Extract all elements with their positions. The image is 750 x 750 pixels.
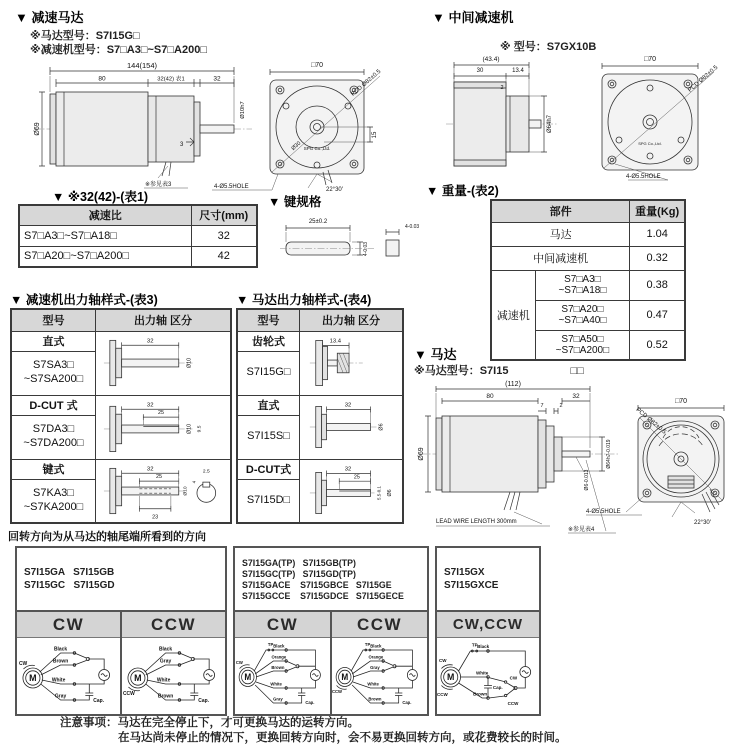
table-row (237, 459, 403, 479)
mid-reducer-side-view (446, 62, 558, 166)
column-header: 部件 (491, 200, 630, 222)
wiring-diagram-cell (235, 638, 330, 714)
wire-label: Gray (370, 664, 380, 671)
capacitor-label: Cap. (402, 699, 412, 706)
column-header: 型号 (11, 309, 96, 331)
gearhead-model-note: ※减速机型号：S7□A3□~S7□A200□ (30, 44, 207, 56)
svg-text:Ø10: Ø10 (186, 423, 193, 435)
wire-label: Orange (368, 654, 384, 660)
svg-text:5.5-0.1: 5.5-0.1 (376, 485, 382, 500)
table-row (237, 395, 403, 415)
dim-total-label: 144(154) (126, 61, 158, 70)
table-row (491, 222, 685, 246)
wiring-diagram-ccw (122, 638, 225, 714)
dim-shaft-label: 32 (213, 75, 221, 83)
dim-7-label: 7 (540, 403, 544, 409)
cell-model: S7SA3□ ~S7SA200□ (11, 351, 96, 395)
svg-text:25: 25 (156, 473, 163, 480)
mounting-holes-label: 4-Ø5.5HOLE (586, 509, 621, 515)
cell-ratio: S7□A3□~S7□A18□ (19, 225, 191, 246)
table1-title: ▼ ※32(42)-(表1) (52, 190, 149, 204)
svg-text:32: 32 (146, 466, 154, 473)
dim-total-label: (43.4) (482, 56, 500, 63)
wire-label: White (270, 681, 282, 687)
table-row (491, 246, 685, 270)
svg-text:32: 32 (146, 402, 154, 409)
cell-part: 马达 (491, 222, 630, 246)
table-row (11, 331, 231, 351)
dim-front-label: 13.4 (512, 68, 524, 74)
lead-wire-label: LEAD WIRE LENGTH 300mm (436, 519, 517, 525)
wire-label: Brown (157, 694, 174, 700)
mid-reducer-dimension-drawing (432, 52, 747, 184)
key-spec-title: ▼ 键规格 (268, 195, 322, 209)
dim-gear-label: 32(42) 表1 (157, 76, 185, 83)
cell-weight: 0.47 (630, 300, 685, 330)
wire-label: Orange (271, 654, 287, 660)
cw-header: CW (17, 612, 120, 638)
rotation-label: CW (18, 661, 28, 668)
shaft-drawing-cell (300, 331, 404, 395)
svg-text:13.4: 13.4 (329, 338, 342, 345)
wiring-diagram-ccw-tp (332, 638, 427, 714)
cell-style: D-CUT 式 (11, 395, 96, 415)
table-row (11, 395, 231, 415)
wire-label: Black (158, 647, 173, 653)
shaft-drawing-cell (300, 395, 404, 459)
dim-2-label: 2 (559, 403, 563, 409)
mid-reducer-section-title: ▼ 中间减速机 (432, 10, 514, 25)
column-header: 尺寸(mm) (191, 205, 257, 225)
key-length-label: 25±0.2 (308, 219, 328, 225)
rotation-label: CCW (122, 691, 135, 698)
dim-15-label: 15 (372, 131, 378, 139)
wire-label: Brown (473, 691, 488, 697)
motor-letter: M (134, 672, 142, 684)
cell-weight: 0.38 (630, 270, 685, 300)
ccw-header: CCW (332, 612, 427, 638)
table-row (19, 246, 257, 267)
rotation-label: CW (235, 659, 243, 666)
mounting-holes-label: 4-Ø5.5HOLE (214, 184, 249, 190)
mid-reducer-model-note: ※ 型号：S7GX10B (500, 41, 597, 53)
capacitor-label: Cap. (305, 699, 315, 706)
key-width-label: 4-0.03 (405, 224, 420, 230)
dia-shaft-label: Ø10h7 (240, 101, 246, 119)
capacitor-label: Cap. (93, 698, 104, 705)
gear-motor-dimension-drawing (18, 54, 418, 194)
rotation-label: CCW (332, 688, 343, 695)
ccw-header: CCW (122, 612, 225, 638)
key-spec-drawing (274, 210, 424, 272)
column-header: 型号 (237, 309, 300, 331)
wiring-diagram-cell (17, 638, 120, 714)
wiring-diagram-cell (122, 638, 225, 714)
wire-label: White (475, 670, 489, 676)
straight-shaft-drawing (100, 332, 226, 394)
wiring-panel-basic (15, 546, 227, 716)
cell-model: S7KA3□ ~S7KA200□ (11, 479, 96, 523)
ccw-column (122, 612, 225, 714)
see-table3-label: ※参见表3 (145, 182, 172, 188)
motor-letter: M (29, 672, 37, 684)
wiring-panel-tp (233, 546, 429, 716)
wiring-diagram-cell (332, 638, 427, 714)
wire-label: Brown (368, 696, 382, 702)
dcut-shaft-drawing (100, 396, 226, 458)
dia-boss-label: Ø64h7-0.019 (606, 439, 612, 469)
wiring-panel-reversible (435, 546, 541, 716)
column-header: 出力轴 区分 (300, 309, 404, 331)
model-list: S7I15GX S7I15GXCE (437, 548, 539, 612)
dim-key-label: 3 (180, 142, 184, 148)
svg-text:2.5: 2.5 (202, 469, 210, 475)
wiring-diagram-cw-ccw (437, 638, 539, 714)
motor-dimension-drawing (410, 374, 748, 540)
table-row (19, 225, 257, 246)
gear-motor-section-title: ▼ 减速马达 (15, 10, 84, 25)
table-header-row (491, 200, 685, 222)
shaft-drawing-cell (300, 459, 404, 523)
wiring-diagram-cw-tp (235, 638, 330, 714)
table-row (491, 270, 685, 300)
motor-letter: M (447, 671, 455, 683)
wire-label: Gray (159, 659, 172, 665)
wire-label: Black (477, 643, 490, 650)
see-table4-label: ※参见表4 (568, 527, 595, 533)
dia-shaft-label: Ø6-0.013 (584, 469, 590, 491)
cell-size: 32 (191, 225, 257, 246)
motor-model-suffix: □□ (570, 365, 584, 377)
dim-body-label: 80 (98, 75, 106, 83)
wire-label: Brown (271, 664, 285, 671)
square-dim-label: □70 (643, 56, 657, 63)
wire-label: Brown (52, 659, 69, 665)
cell-model: S7I15G□ (237, 351, 300, 395)
brand-label: SPG Co.,Ltd. (303, 146, 331, 151)
caution-notes (60, 716, 567, 746)
wire-label: Black (370, 643, 382, 649)
gearhead-shaft-table (10, 308, 232, 524)
svg-text:25: 25 (158, 410, 165, 417)
wire-label: Gray (273, 696, 283, 702)
dim-total-label: (112) (505, 381, 521, 388)
model-list: S7I15GA(TP) S7I15GB(TP) S7I15GC(TP) S7I15GD(TP) S7I15GACE S7I15GBCE S7I15GE S7I15GCCE S7I15GDCE S7I15GECE (235, 548, 427, 612)
keyed-shaft-drawing (100, 460, 226, 522)
dia-body-label: Ø69 (34, 122, 41, 136)
svg-text:4: 4 (191, 480, 197, 484)
svg-text:32: 32 (344, 466, 352, 473)
key-side-view (280, 225, 374, 255)
wire-label: White (156, 678, 171, 684)
wire-label: Black (273, 643, 285, 649)
rotation-label-cw: CW (438, 657, 447, 664)
wire-label: Gray (54, 694, 67, 700)
wiring-diagram-cell (437, 638, 539, 714)
angle-label: 22°30′ (694, 520, 711, 526)
capacitor-label: Cap. (198, 698, 209, 705)
cell-model: S7I15S□ (237, 415, 300, 459)
cw-ccw-column (437, 612, 539, 714)
rotation-label-ccw: CCW (437, 691, 448, 698)
svg-text:32: 32 (146, 338, 154, 345)
table2-title: ▼ 重量-(表2) (426, 184, 499, 198)
svg-text:Ø6: Ø6 (387, 489, 394, 497)
cell-style: 直式 (237, 395, 300, 415)
dim-step-label: 2 (500, 85, 504, 91)
svg-text:Ø6: Ø6 (378, 423, 385, 431)
switch-ccw-label: CCW (507, 700, 519, 707)
cell-ratio: S7□A20□~S7□A200□ (19, 246, 191, 267)
motor-letter: M (341, 671, 349, 683)
pinion-shaft-drawing (304, 332, 398, 394)
cell-size: 42 (191, 246, 257, 267)
dim-shaft-label: 32 (572, 393, 580, 400)
table3-title: ▼ 减速机出力轴样式-(表3) (10, 293, 158, 307)
motor-letter: M (244, 671, 252, 683)
wire-label: White (367, 681, 379, 687)
table-header-row (11, 309, 231, 331)
cw-ccw-header: CW,CCW (437, 612, 539, 638)
shaft-drawing-cell (96, 395, 232, 459)
dia-label: Ø64h7 (547, 114, 553, 134)
motor-model-note: ※马达型号：S7I15 □□ (414, 365, 584, 377)
column-header: 重量(Kg) (630, 200, 685, 222)
svg-text:Ø10: Ø10 (183, 486, 189, 496)
rotation-direction-note: 回转方向为从马达的轴尾端所看到的方向 (8, 531, 206, 543)
svg-text:25: 25 (353, 474, 360, 481)
wire-label: Black (53, 647, 68, 653)
motor-shaft-table (236, 308, 404, 524)
tp-label: TP (267, 641, 274, 648)
switch-cw-label: CW (509, 675, 518, 681)
ratio-size-table (18, 204, 258, 268)
svg-text:9.5: 9.5 (197, 425, 203, 433)
table-row (11, 459, 231, 479)
dim-body-label: 30 (476, 68, 484, 74)
cw-column (17, 612, 122, 714)
cell-weight: 0.52 (630, 330, 685, 360)
dim-body-label: 80 (486, 393, 494, 400)
dia-boss-label: Ø30 (290, 140, 303, 152)
shaft-drawing-cell (96, 459, 232, 523)
cell-style: D-CUT式 (237, 459, 300, 479)
angle-label: 22°30′ (326, 187, 343, 193)
tp-label: TP (364, 641, 371, 648)
cell-part: 中间减速机 (491, 246, 630, 270)
cell-range: S7□A20□ ~S7□A40□ (535, 300, 630, 330)
capacitor-label: Cap. (492, 684, 503, 691)
cell-weight: 0.32 (630, 246, 685, 270)
table-header-row (19, 205, 257, 225)
table-header-row (237, 309, 403, 331)
column-header: 出力轴 区分 (96, 309, 232, 331)
svg-text:Ø10: Ø10 (186, 357, 193, 369)
svg-text:23: 23 (152, 514, 159, 521)
svg-text:32: 32 (344, 402, 352, 409)
ccw-column (332, 612, 427, 714)
cell-range: S7□A50□ ~S7□A200□ (535, 330, 630, 360)
table-row (237, 331, 403, 351)
column-header: 减速比 (19, 205, 191, 225)
gear-motor-model-note: ※马达型号：S7I15G□ (30, 30, 140, 42)
key-height-label: 4-0.03 (363, 241, 369, 257)
table4-title: ▼ 马达出力轴样式-(表4) (236, 293, 372, 307)
shaft-drawing-cell (96, 331, 232, 395)
caution-line1: 注意事项：马达在完全停止下，才可更换马达的运转方向。 (60, 717, 359, 729)
pcd-label: PCD Ø82±0.5 (687, 64, 720, 94)
model-list: S7I15GA S7I15GB S7I15GC S7I15GD (17, 548, 225, 612)
motor-section-title: ▼ 马达 (414, 347, 457, 362)
cell-style: 齿轮式 (237, 331, 300, 351)
weight-table (490, 199, 686, 361)
pcd-label: PCD Ø82±0.5 (634, 406, 667, 436)
gear-motor-side-view (34, 67, 278, 190)
cell-model: S7DA3□ ~S7DA200□ (11, 415, 96, 459)
dcut-shaft-drawing (304, 460, 398, 522)
mounting-holes-label: 4-Ø5.5HOLE (626, 174, 661, 180)
straight-shaft-drawing (304, 396, 398, 458)
pcd-label: PCD Ø82±0.5 (350, 68, 383, 98)
cell-style: 直式 (11, 331, 96, 351)
tp-label: TP (471, 642, 478, 648)
key-end-view (386, 229, 399, 256)
brand-label: SPG Co.,Ltd. (638, 141, 662, 146)
square-dim-label: □70 (310, 62, 324, 69)
dia-body-label: Ø69 (418, 447, 425, 461)
square-dim-label: □70 (674, 398, 688, 405)
cell-group-label: 减速机 (491, 270, 535, 360)
cw-header: CW (235, 612, 330, 638)
cell-weight: 1.04 (630, 222, 685, 246)
wiring-diagram-cw (17, 638, 120, 714)
cell-model: S7I15D□ (237, 479, 300, 523)
cell-style: 键式 (11, 459, 96, 479)
wire-label: White (51, 678, 66, 684)
caution-line2: 在马达尚未停止的情况下，更换回转方向时，会不易更换回转方向，或花费较长的时间。 (118, 732, 567, 745)
cw-column (235, 612, 332, 714)
cell-range: S7□A3□ ~S7□A18□ (535, 270, 630, 300)
